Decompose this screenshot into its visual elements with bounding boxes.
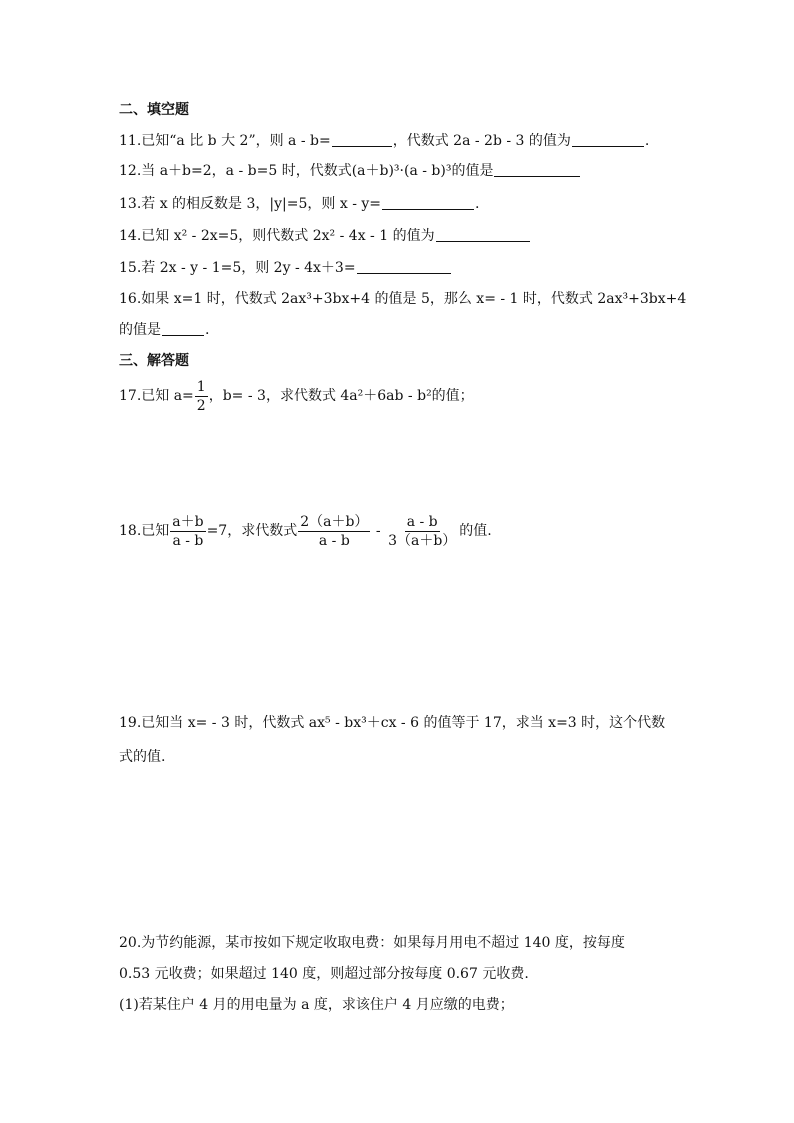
fraction-term-1 bbox=[298, 514, 370, 549]
answer-blank bbox=[572, 132, 644, 147]
question-15-text: 15.若 2x - y - 1=5，则 2y - 4x＋3= bbox=[119, 260, 356, 276]
question-19-line-2: 式的值. bbox=[119, 749, 166, 765]
question-18-text-a: 18.已知 bbox=[119, 523, 170, 539]
fraction-denominator: 3（a＋b） bbox=[388, 532, 457, 549]
answer-blank bbox=[332, 132, 392, 147]
fraction-numerator: 2（a＋b） bbox=[300, 513, 369, 530]
question-11-text-a: 11.已知“a 比 b 大 2”，则 a - b= bbox=[119, 133, 331, 149]
fraction-numerator: a＋b bbox=[172, 513, 204, 530]
question-13-text: 13.若 x 的相反数是 3，|y|=5，则 x - y= bbox=[119, 196, 382, 212]
question-13 bbox=[119, 194, 479, 214]
question-19-line-1: 19.已知当 x= - 3 时，代数式 ax⁵ - bx³＋cx - 6 的值等于 17，求当 x=3 时，这个代数 bbox=[119, 715, 666, 731]
question-20-line-2: 0.53 元收费；如果超过 140 度，则超过部分按每度 0.67 元收费. bbox=[119, 966, 529, 982]
fraction-numerator: 1 bbox=[196, 378, 206, 395]
answer-blank bbox=[382, 195, 474, 210]
section-title-fill-blank: 二、填空题 bbox=[119, 102, 189, 118]
question-18 bbox=[119, 512, 492, 550]
fraction-term-2 bbox=[386, 514, 458, 549]
question-14 bbox=[119, 226, 531, 246]
question-11-text-b: ，代数式 2a - 2b - 3 的值为 bbox=[392, 133, 571, 149]
question-16-line-2 bbox=[119, 320, 209, 340]
answer-blank bbox=[357, 259, 451, 274]
question-17-text-a: 17.已知 a= bbox=[119, 388, 194, 404]
fraction-one-half bbox=[195, 379, 208, 414]
question-17 bbox=[119, 378, 474, 414]
answer-blank bbox=[436, 227, 530, 242]
question-14-text: 14.已知 x² - 2x=5，则代数式 2x² - 4x - 1 的值为 bbox=[119, 228, 435, 244]
fraction-given bbox=[170, 514, 205, 549]
question-15 bbox=[119, 258, 452, 278]
question-18-text-b: =7，求代数式 bbox=[206, 523, 298, 539]
question-16-end: . bbox=[205, 322, 210, 338]
fraction-numerator: a - b bbox=[406, 513, 438, 530]
question-16-line-1: 16.如果 x=1 时，代数式 2ax³+3bx+4 的值是 5，那么 x= - 1 时，代数式 2ax³+3bx+4 bbox=[119, 291, 687, 307]
question-20-line-3: (1)若某住户 4 月的用电量为 a 度，求该住户 4 月应缴的电费； bbox=[119, 997, 514, 1013]
answer-blank bbox=[494, 162, 580, 177]
question-11 bbox=[119, 131, 649, 151]
question-13-end: . bbox=[475, 196, 480, 212]
minus-sign: - bbox=[371, 523, 386, 539]
answer-blank bbox=[162, 321, 204, 336]
fraction-denominator: 2 bbox=[196, 397, 206, 414]
question-18-text-c: 的值. bbox=[459, 523, 492, 539]
question-12-text: 12.当 a＋b=2，a - b=5 时，代数式(a＋b)³·(a - b)³的值是 bbox=[119, 163, 494, 179]
fraction-denominator: a - b bbox=[172, 532, 204, 549]
question-16-text: 的值是 bbox=[119, 322, 161, 338]
question-11-end: . bbox=[644, 133, 650, 149]
question-20-line-1: 20.为节约能源，某市按如下规定收取电费：如果每月用电不超过 140 度，按每度 bbox=[119, 935, 625, 951]
question-12 bbox=[119, 161, 581, 181]
fraction-denominator: a - b bbox=[318, 532, 350, 549]
question-17-text-b: ，b= - 3，求代数式 4a²＋6ab - b²的值； bbox=[208, 388, 474, 404]
section-title-solve: 三、解答题 bbox=[119, 353, 189, 369]
